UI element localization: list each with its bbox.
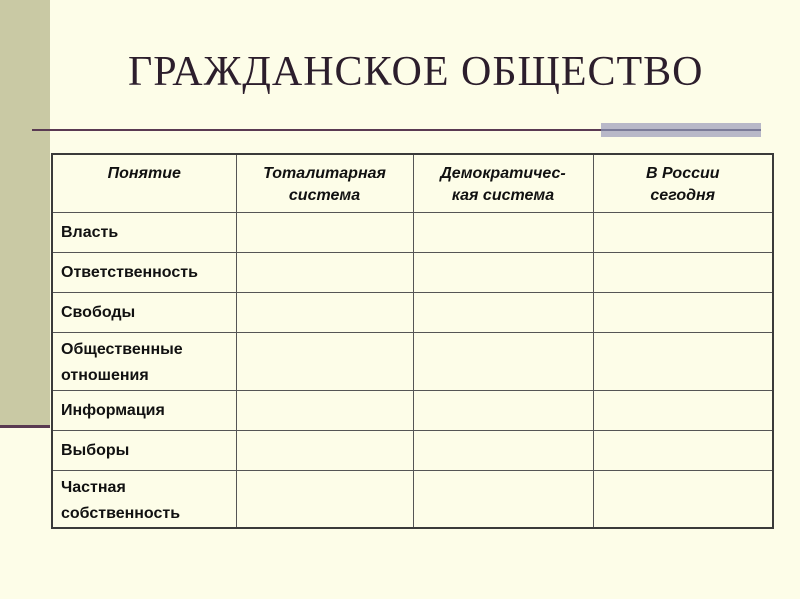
table-cell[interactable]	[413, 212, 593, 252]
table-cell[interactable]	[236, 292, 413, 332]
table-cell[interactable]	[236, 390, 413, 430]
table-cell[interactable]	[413, 252, 593, 292]
table-cell[interactable]	[593, 212, 773, 252]
table-cell[interactable]	[593, 332, 773, 390]
table-cell[interactable]	[413, 470, 593, 528]
decorative-side-bar	[0, 0, 50, 426]
table-cell[interactable]	[593, 292, 773, 332]
table-row	[52, 292, 773, 332]
row-label-social-relations: Общественные отношения	[52, 332, 236, 390]
title-divider-accent-line	[601, 129, 761, 131]
table-cell[interactable]	[593, 430, 773, 470]
table-cell[interactable]	[413, 332, 593, 390]
row-label-power: Власть	[52, 212, 236, 252]
table-row	[52, 470, 773, 528]
table-cell[interactable]	[236, 430, 413, 470]
header-cell-totalitarian: Тоталитарная система	[236, 154, 413, 212]
table-row	[52, 252, 773, 292]
table-cell[interactable]	[236, 252, 413, 292]
table-cell[interactable]	[593, 252, 773, 292]
table-row	[52, 430, 773, 470]
page-title: ГРАЖДАНСКОЕ ОБЩЕСТВО	[128, 49, 704, 95]
row-label-private-property: Частная собственность	[52, 470, 236, 528]
header-cell-concept: Понятие	[52, 154, 236, 212]
table-row	[52, 212, 773, 252]
header-cell-russia-today: В России сегодня	[593, 154, 773, 212]
table-cell[interactable]	[236, 212, 413, 252]
row-label-information: Информация	[52, 390, 236, 430]
table-cell[interactable]	[236, 332, 413, 390]
decorative-side-line	[0, 425, 50, 428]
table-cell[interactable]	[236, 470, 413, 528]
table-cell[interactable]	[593, 470, 773, 528]
row-label-elections: Выборы	[52, 430, 236, 470]
table-row	[52, 332, 773, 390]
row-label-responsibility: Ответственность	[52, 252, 236, 292]
title-divider	[32, 129, 602, 131]
table-cell[interactable]	[413, 390, 593, 430]
table-cell[interactable]	[413, 292, 593, 332]
table-cell[interactable]	[593, 390, 773, 430]
row-label-freedoms: Свободы	[52, 292, 236, 332]
table-header-row	[52, 154, 773, 212]
table-cell[interactable]	[413, 430, 593, 470]
comparison-table	[51, 153, 774, 529]
table-row	[52, 390, 773, 430]
header-cell-democratic: Демократичес- кая система	[413, 154, 593, 212]
